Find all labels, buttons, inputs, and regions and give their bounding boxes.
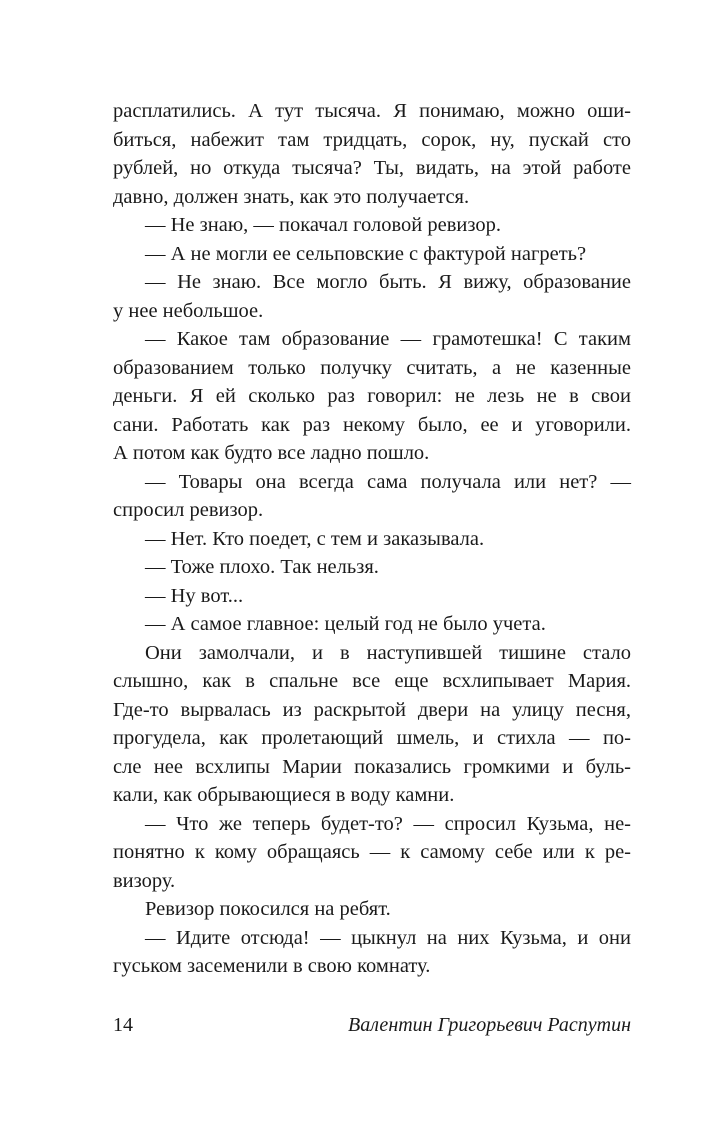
text-line: сани. Работать как раз некому было, ее и уговорили. xyxy=(113,413,631,436)
text-line: рублей, но откуда тысяча? Ты, видать, на этой работе xyxy=(113,157,631,179)
text-line: понятно к кому обращаясь — к самому себе или к ре- xyxy=(113,841,631,863)
text-line: слышно, как в спальне все еще всхлипывает Мария. xyxy=(113,670,631,692)
body-text xyxy=(113,97,631,981)
text-line: — А не могли ее сельповские с фактурой нагреть? xyxy=(145,242,587,265)
text-line: деньги. Я ей сколько раз говорил: не лезь не в свои xyxy=(113,385,631,407)
text-line: Ревизор покосился на ребят. xyxy=(145,898,391,920)
page-footer xyxy=(113,1010,631,1040)
text-line: расплатились. А тут тысяча. Я понимаю, можно оши- xyxy=(113,100,631,122)
text-line: кали, как обрывающиеся в воду камни. xyxy=(113,784,455,806)
text-line: Они замолчали, и в наступившей тишине стало xyxy=(145,641,631,664)
text-line: сле нее всхлипы Марии показались громкими и буль- xyxy=(113,755,631,778)
text-line: визору. xyxy=(113,869,176,892)
text-line: у нее небольшое. xyxy=(113,299,264,322)
text-line: — А самое главное: целый год не было учета. xyxy=(145,613,546,635)
text-line: — Идите отсюда! — цыкнул на них Кузьма, и они xyxy=(145,926,631,949)
running-author: Валентин Григорьевич Распутин xyxy=(348,1014,631,1036)
text-line: образованием только получку считать, а не казенные xyxy=(113,356,631,379)
text-line: — Что же теперь будет-то? — спросил Кузьма, не- xyxy=(145,812,631,835)
text-line: — Товары она всегда сама получала или нет? — xyxy=(145,470,631,493)
text-line: — Не знаю, — покачал головой ревизор. xyxy=(145,214,501,236)
text-line: — Тоже плохо. Так нельзя. xyxy=(145,556,379,578)
text-line: спросил ревизор. xyxy=(113,499,264,521)
text-line: — Нет. Кто поедет, с тем и заказывала. xyxy=(145,527,485,550)
text-line: Где-то вырвалась из раскрытой двери на улицу песня, xyxy=(113,698,631,721)
text-line: давно, должен знать, как это получается. xyxy=(113,185,470,208)
text-line: прогудела, как пролетающий шмель, и стихла — по- xyxy=(113,727,631,749)
text-line: А потом как будто все ладно пошло. xyxy=(113,442,430,464)
text-line: — Не знаю. Все могло быть. Я вижу, образование xyxy=(145,271,631,293)
text-line: — Ну вот... xyxy=(145,584,244,607)
text-line: биться, набежит там тридцать, сорок, ну, пускай сто xyxy=(113,128,631,151)
text-line: — Какое там образование — грамотешка! С таким xyxy=(145,328,631,350)
text-line: гуськом засеменили в свою комнату. xyxy=(113,955,431,977)
page-number: 14 xyxy=(113,1014,133,1036)
